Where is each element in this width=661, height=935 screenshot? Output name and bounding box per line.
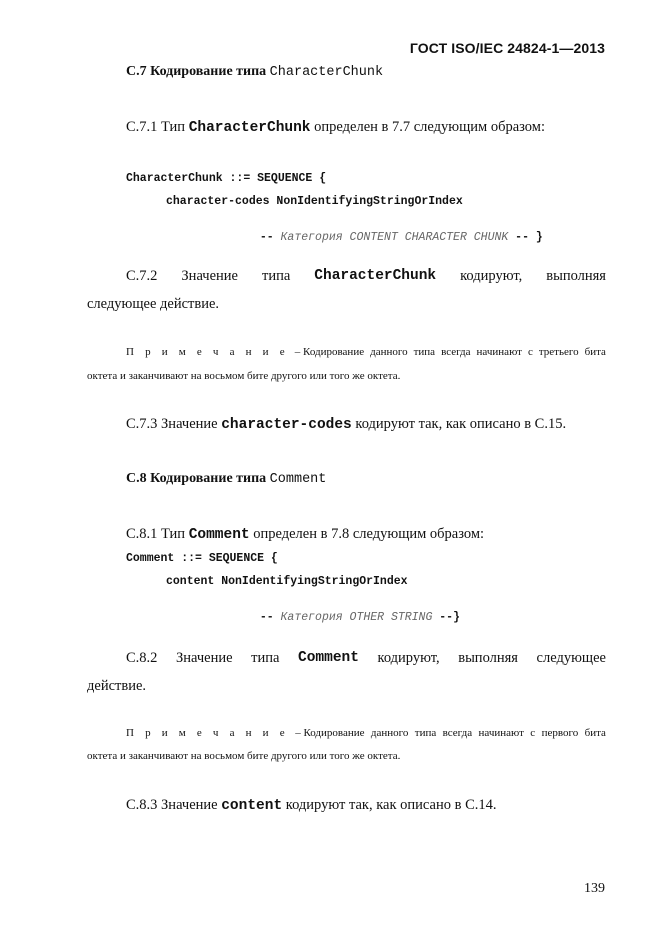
word: С.7.2 [126,268,158,284]
paragraph-text: С.8.1 Тип [126,526,189,542]
code-dash: -- [259,611,281,624]
word: выполняя [546,268,606,284]
word: бита [584,727,606,739]
word: с [530,727,536,739]
word: Значение [181,268,238,284]
code-line [246,218,543,244]
word: бита [584,346,606,358]
word: с [527,346,533,358]
heading-code: Comment [269,472,327,487]
word: Значение [176,650,233,666]
word: начинают [476,346,522,358]
word: начинают [478,727,524,739]
code-comment: Категория OTHER STRING [280,611,433,624]
heading-code: CharacterChunk [269,65,384,80]
paragraph-c7-3 [126,416,566,433]
word: кодируют, [460,268,523,284]
paragraph-text: С.7.3 Значение [126,416,222,432]
word: следующее [536,650,606,666]
heading-text: С.7 Кодирование типа [126,64,270,79]
paragraph-c8-2-line2: действие. [87,678,147,694]
section-c7-heading [126,64,383,80]
inline-code: Comment [298,650,359,666]
paragraph-c7-2-line2: следующее действие. [87,296,220,312]
heading-text: С.8 Кодирование типа [126,471,270,486]
inline-code: CharacterChunk [314,268,437,284]
section-c8-heading [126,471,326,487]
note-c7-line2: октета и заканчивают на восьмом бите другого или того же октета. [87,370,401,382]
paragraph-text: кодируют так, как описано в С.14. [282,797,497,813]
paragraph-c8-2 [126,650,606,667]
inline-code: content [221,798,283,814]
code-line: content NonIdentifyingStringOrIndex [166,575,408,588]
word: данного [370,346,408,358]
paragraph-c8-3 [126,797,497,814]
paragraph-text: С.8.3 Значение [126,797,222,813]
word: всегда [442,727,473,739]
note-label: П р и м е ч а н и е [126,346,289,358]
paragraph-c7-1 [126,119,545,136]
code-comment: Категория CONTENT CHARACTER CHUNK [280,231,509,244]
code-line: CharacterChunk ::= SEQUENCE { [126,172,327,185]
word: третьего [538,346,579,358]
word: типа [262,268,291,284]
word: данного [370,727,409,739]
document-header: ГОСТ ISO/IEC 24824-1—2013 [409,40,605,56]
code-end: -- } [508,231,543,244]
code-dash: -- [259,231,281,244]
code-line: character-codes NonIdentifyingStringOrIndex [166,195,463,208]
inline-code: CharacterChunk [188,120,311,136]
inline-code: character-codes [221,417,352,433]
word: типа [414,727,437,739]
word: первого [541,727,579,739]
code-line [246,598,460,624]
inline-code: Comment [188,527,250,543]
paragraph-text: определен в 7.7 следующим образом: [310,119,545,135]
note-c8-line2: октета и заканчивают на восьмом бите другого или того же октета. [87,750,401,762]
code-end: --} [432,611,460,624]
page-number: 139 [584,881,605,896]
paragraph-c7-2 [126,268,606,285]
code-line: Comment ::= SEQUENCE { [126,552,278,565]
paragraph-text: определен в 7.8 следующим образом: [249,526,485,542]
note-label: П р и м е ч а н и е [126,727,289,739]
word: кодируют, [377,650,440,666]
note-c8 [126,727,606,739]
word: типа [251,650,280,666]
word: С.8.2 [126,650,158,666]
word: всегда [441,346,471,358]
note-c7 [126,346,606,358]
word: – Кодирование [295,727,365,739]
word: – Кодирование [294,346,365,358]
paragraph-text: кодируют так, как описано в С.15. [351,416,567,432]
word: выполняя [458,650,518,666]
word: типа [413,346,436,358]
paragraph-c8-1 [126,526,484,543]
paragraph-text: С.7.1 Тип [126,119,189,135]
